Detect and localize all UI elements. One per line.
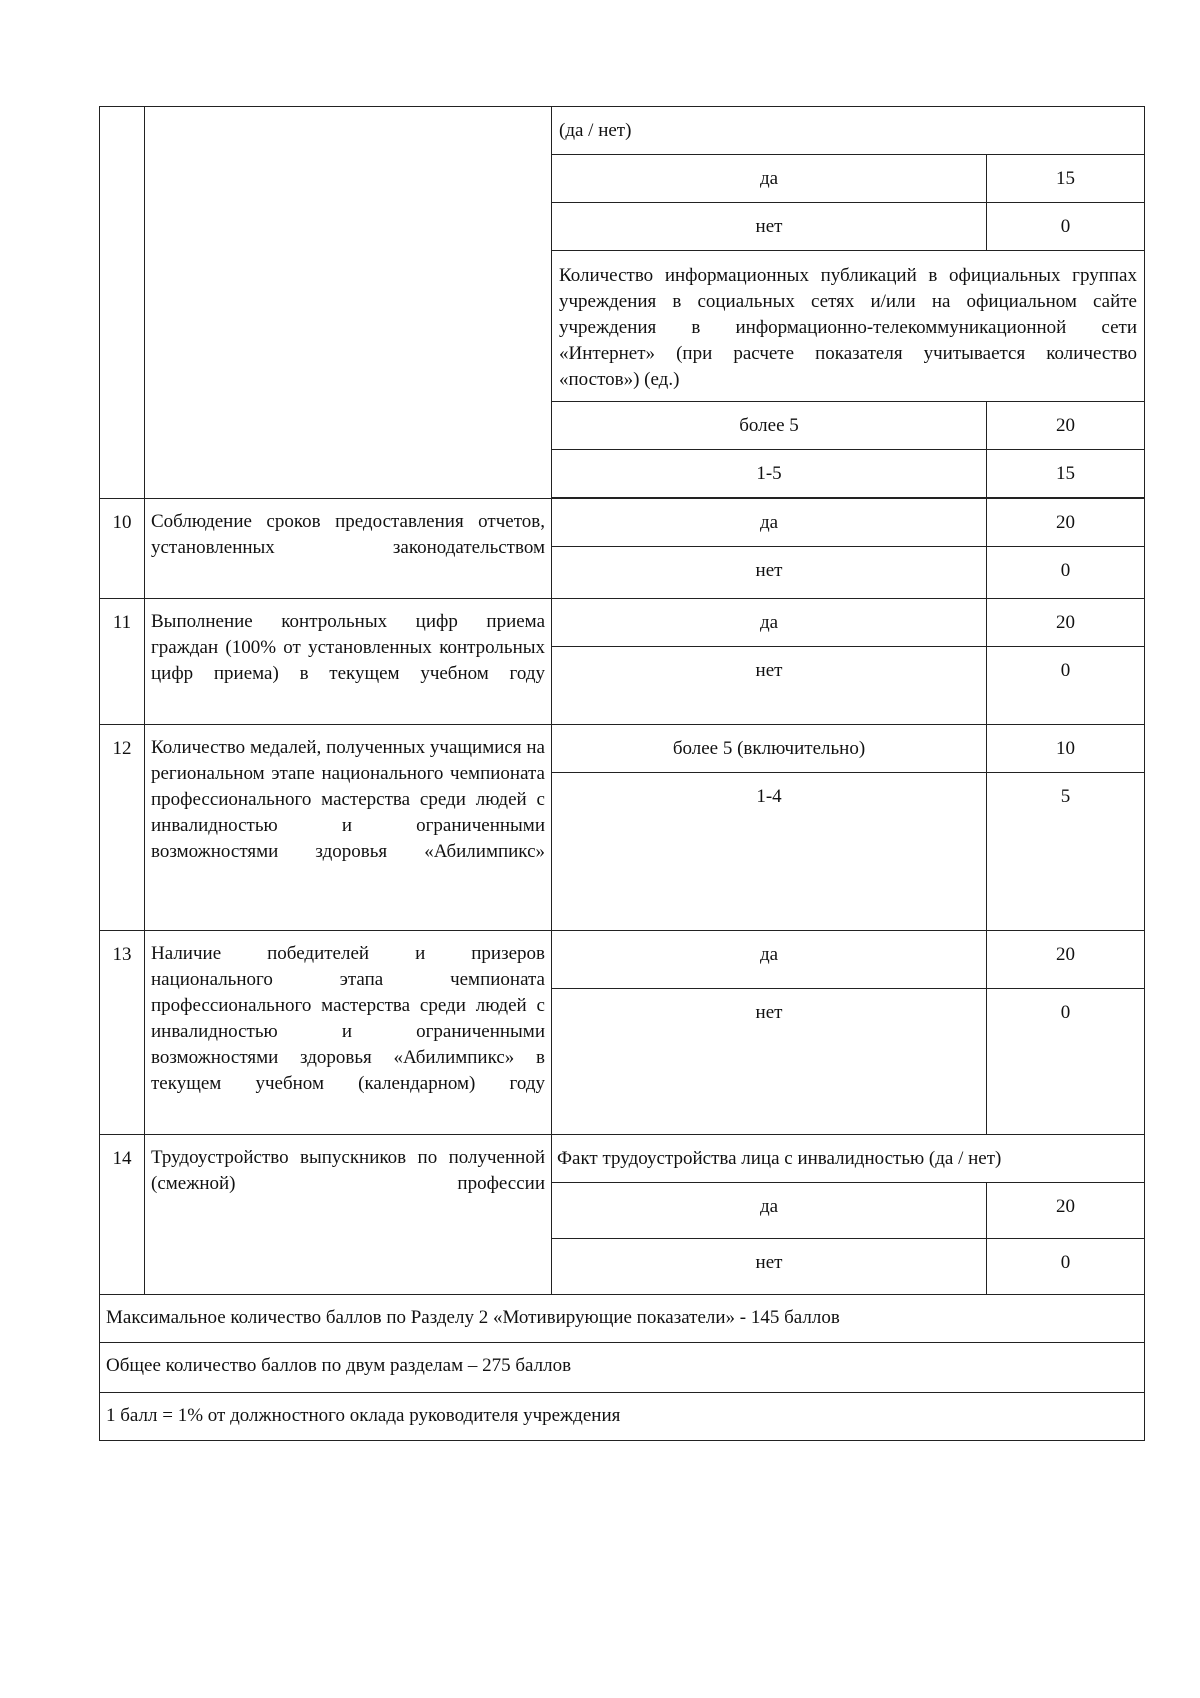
criterion-cell-empty — [145, 107, 552, 499]
criteria-table — [99, 106, 1145, 1441]
criterion-text: Трудоустройство выпускников по полученной (смежной) профессии — [145, 1135, 552, 1295]
row-number: 14 — [100, 1135, 145, 1295]
criterion-row-12 — [100, 725, 1145, 773]
option-points: 0 — [987, 1239, 1145, 1295]
option-points: 0 — [987, 547, 1145, 599]
point-value-row — [100, 1393, 1145, 1441]
option-label: нет — [552, 203, 987, 251]
number-cell-empty — [100, 107, 145, 499]
option-label: 1-5 — [552, 450, 987, 498]
option-label: нет — [552, 1239, 987, 1295]
indicator-header: (да / нет) — [552, 107, 1145, 155]
option-points: 0 — [987, 203, 1145, 251]
option-label: 1-4 — [552, 773, 987, 931]
option-points: 5 — [987, 773, 1145, 931]
point-value-text: 1 балл = 1% от должностного оклада руководителя учреждения — [100, 1393, 1145, 1441]
option-label: нет — [552, 647, 987, 725]
option-label: более 5 (включительно) — [552, 725, 987, 773]
option-label: более 5 — [552, 402, 987, 450]
criterion-text: Наличие победителей и призеров национального этапа чемпионата профессионального мастерства среди людей с инвалидностью и ограниченными возможностями здоровья «Абилимпикс» в текущем учебном (календарном) году — [145, 931, 552, 1135]
total-row — [100, 1343, 1145, 1393]
option-points: 15 — [987, 450, 1145, 498]
option-points: 0 — [987, 647, 1145, 725]
indicator-header: Факт трудоустройства лица с инвалидностью (да / нет) — [552, 1135, 1145, 1183]
indicator-description: Количество информационных публикаций в официальных группах учреждения в социальных сетях и/или на официальном сайте учреждения в информационно-телекоммуникационной сети «Интернет» (при расчете показателя учитывается количество «постов») (ед.) — [552, 251, 1145, 402]
criterion-row-14 — [100, 1135, 1145, 1183]
option-points: 20 — [987, 931, 1145, 989]
criterion-text: Выполнение контрольных цифр приема граждан (100% от установленных контрольных цифр приема) в текущем учебном году — [145, 599, 552, 725]
total-text: Общее количество баллов по двум разделам – 275 баллов — [100, 1343, 1145, 1393]
option-label: да — [552, 499, 987, 547]
option-label: нет — [552, 989, 987, 1135]
continuation-header-row — [100, 107, 1145, 155]
option-points: 20 — [987, 499, 1145, 547]
option-points: 0 — [987, 989, 1145, 1135]
option-label: да — [552, 1183, 987, 1239]
option-points: 20 — [987, 1183, 1145, 1239]
row-number: 11 — [100, 599, 145, 725]
section-max-text: Максимальное количество баллов по Разделу 2 «Мотивирующие показатели» - 145 баллов — [100, 1295, 1145, 1343]
row-number: 13 — [100, 931, 145, 1135]
option-points: 10 — [987, 725, 1145, 773]
section-max-row — [100, 1295, 1145, 1343]
criterion-text: Соблюдение сроков предоставления отчетов, установленных законодательством — [145, 499, 552, 599]
option-points: 20 — [987, 402, 1145, 450]
option-points: 20 — [987, 599, 1145, 647]
criterion-row-10 — [100, 499, 1145, 547]
row-number: 12 — [100, 725, 145, 931]
criterion-row-13 — [100, 931, 1145, 989]
option-label: да — [552, 599, 987, 647]
option-label: да — [552, 931, 987, 989]
option-label: нет — [552, 547, 987, 599]
option-points: 15 — [987, 155, 1145, 203]
option-label: да — [552, 155, 987, 203]
criterion-text: Количество медалей, полученных учащимися на региональном этапе национального чемпионата профессионального мастерства среди людей с инвалидностью и ограниченными возможностями здоровья «Абилимпикс» — [145, 725, 552, 931]
criterion-row-11 — [100, 599, 1145, 647]
row-number: 10 — [100, 499, 145, 599]
